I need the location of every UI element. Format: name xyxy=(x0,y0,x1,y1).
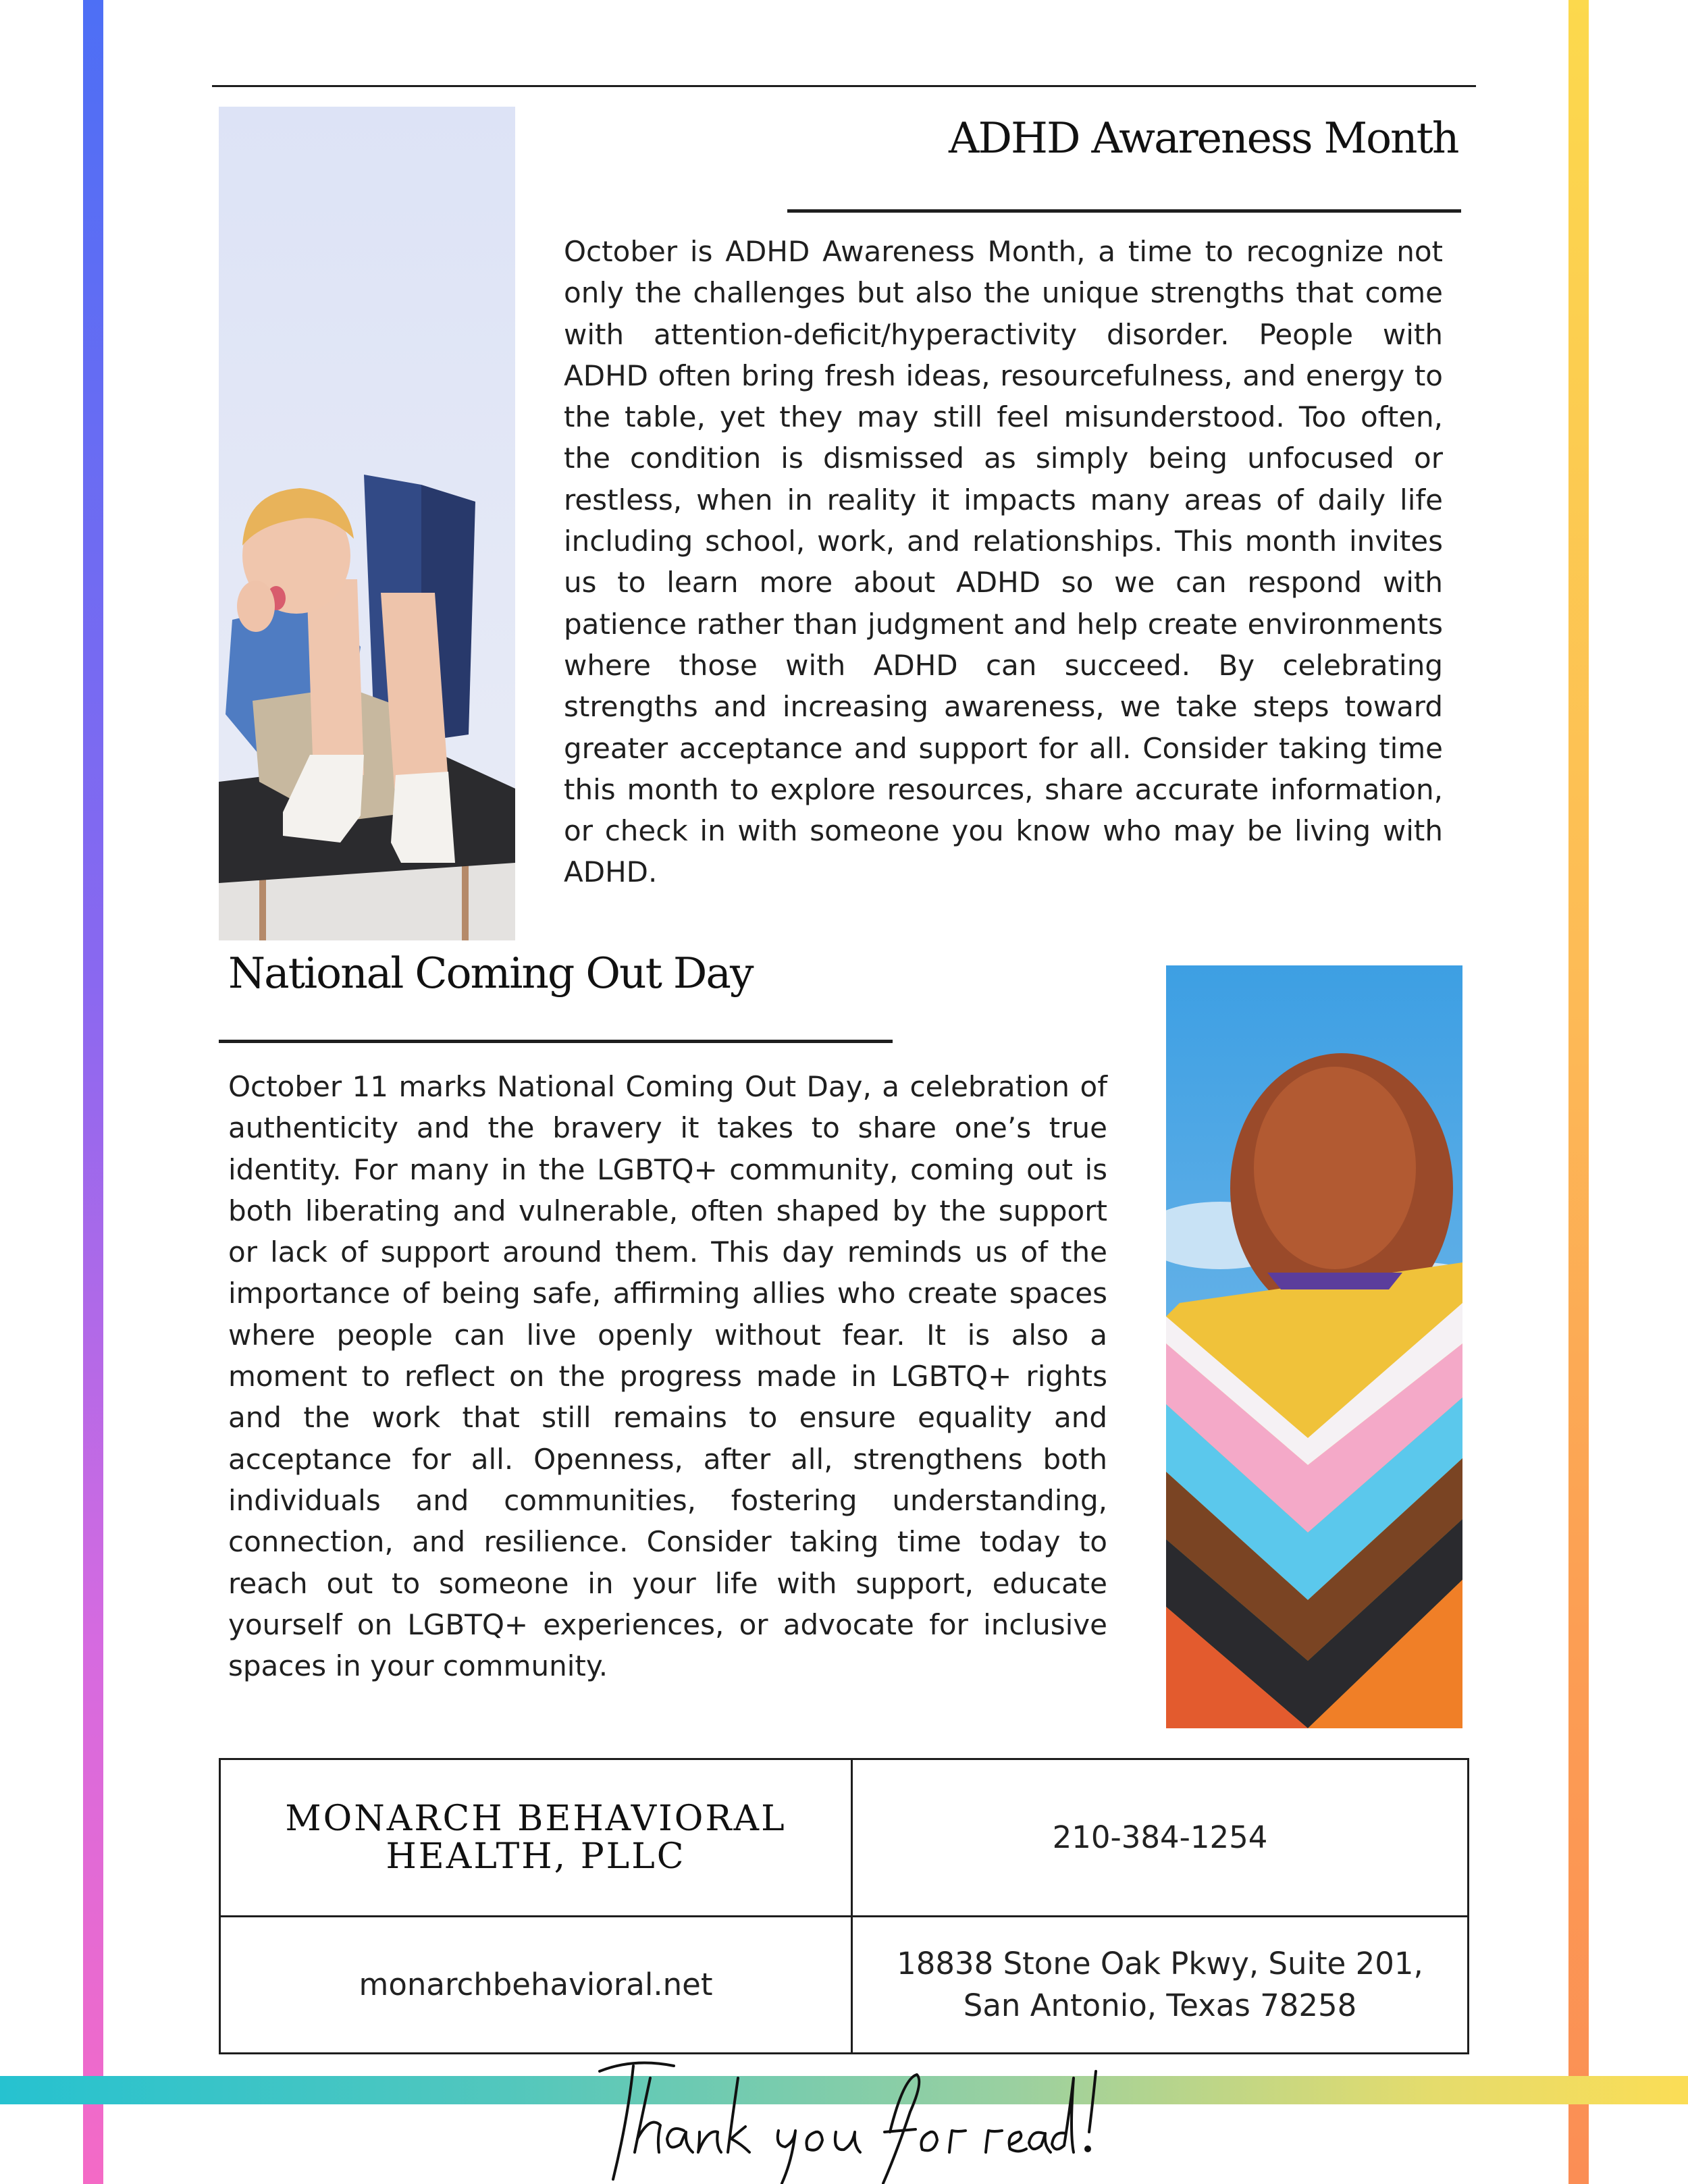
top-divider xyxy=(212,85,1476,87)
company-name-line-1: MONARCH BEHAVIORAL xyxy=(285,1799,787,1839)
left-gradient-bar xyxy=(83,0,103,2184)
address-line-2: San Antonio, Texas 78258 xyxy=(963,1988,1357,2023)
address-line-1: 18838 Stone Oak Pkwy, Suite 201, xyxy=(897,1946,1423,1981)
company-name-cell xyxy=(221,1760,853,1917)
pride-flag-person-illustration xyxy=(1166,965,1462,1728)
adhd-title: ADHD Awareness Month xyxy=(949,113,1458,163)
company-name-line-2: HEALTH, PLLC xyxy=(386,1836,686,1877)
right-gradient-bar xyxy=(1568,0,1589,2184)
coming-out-body: October 11 marks National Coming Out Day, a celebration of authenticity and the bravery it takes to share one’s true identity. For many in the LGBTQ+ community, coming out is both liberating and vulnerable, often shaped by the support or lack of support around them. This day reminds us of the importance of being safe, affirming allies who create spaces where people can live openly without fear. It is also a moment to reflect on the progress made in LGBTQ+ rights and the work that still remains to ensure equality and acceptance for all. Openness, after all, strengthens both individuals and communities, fostering understanding, connection, and resilience. Consider taking time today to reach out to someone in your life with support, educate yourself on LGBTQ+ experiences, or advocate for inclusive spaces in your community. xyxy=(228,1070,1107,1683)
coming-out-photo xyxy=(1166,965,1462,1728)
thank-you-signoff xyxy=(593,2051,1106,2184)
adhd-body: October is ADHD Awareness Month, a time to recognize not only the challenges but also the unique strengths that come with attention-deficit/hyperactivity disorder. People with ADHD often bring fresh ideas, resourcefulness, and energy to the table, yet they may still feel misunderstood. Too often, the condition is dismissed as simply being unfocused or restless, when in reality it impacts many areas of daily life including school, work, and relationships. This month invites us to learn more about ADHD so we can respond with patience rather than judgment and help create environments where those with ADHD can succeed. By celebrating strengths and increasing awareness, we take steps toward greater acceptance and support for all. Consider taking time this month to explore resources, share accurate information, or check in with someone you know who may be living with ADHD. xyxy=(564,235,1443,889)
contact-table xyxy=(219,1758,1469,2054)
coming-out-title-underline xyxy=(219,1040,893,1043)
website-link[interactable]: monarchbehavioral.net xyxy=(359,1967,713,2002)
coming-out-title: National Coming Out Day xyxy=(228,949,753,998)
phone-number[interactable]: 210-384-1254 xyxy=(1052,1819,1268,1855)
company-name xyxy=(285,1800,786,1875)
website-cell xyxy=(221,1917,853,2052)
phone-cell xyxy=(853,1760,1467,1917)
address xyxy=(897,1943,1423,2027)
address-cell xyxy=(853,1917,1467,2052)
adhd-title-underline xyxy=(787,209,1461,213)
handwritten-thank-you-script xyxy=(593,2051,1106,2184)
adhd-photo xyxy=(219,107,515,940)
boy-reading-illustration xyxy=(219,107,515,940)
